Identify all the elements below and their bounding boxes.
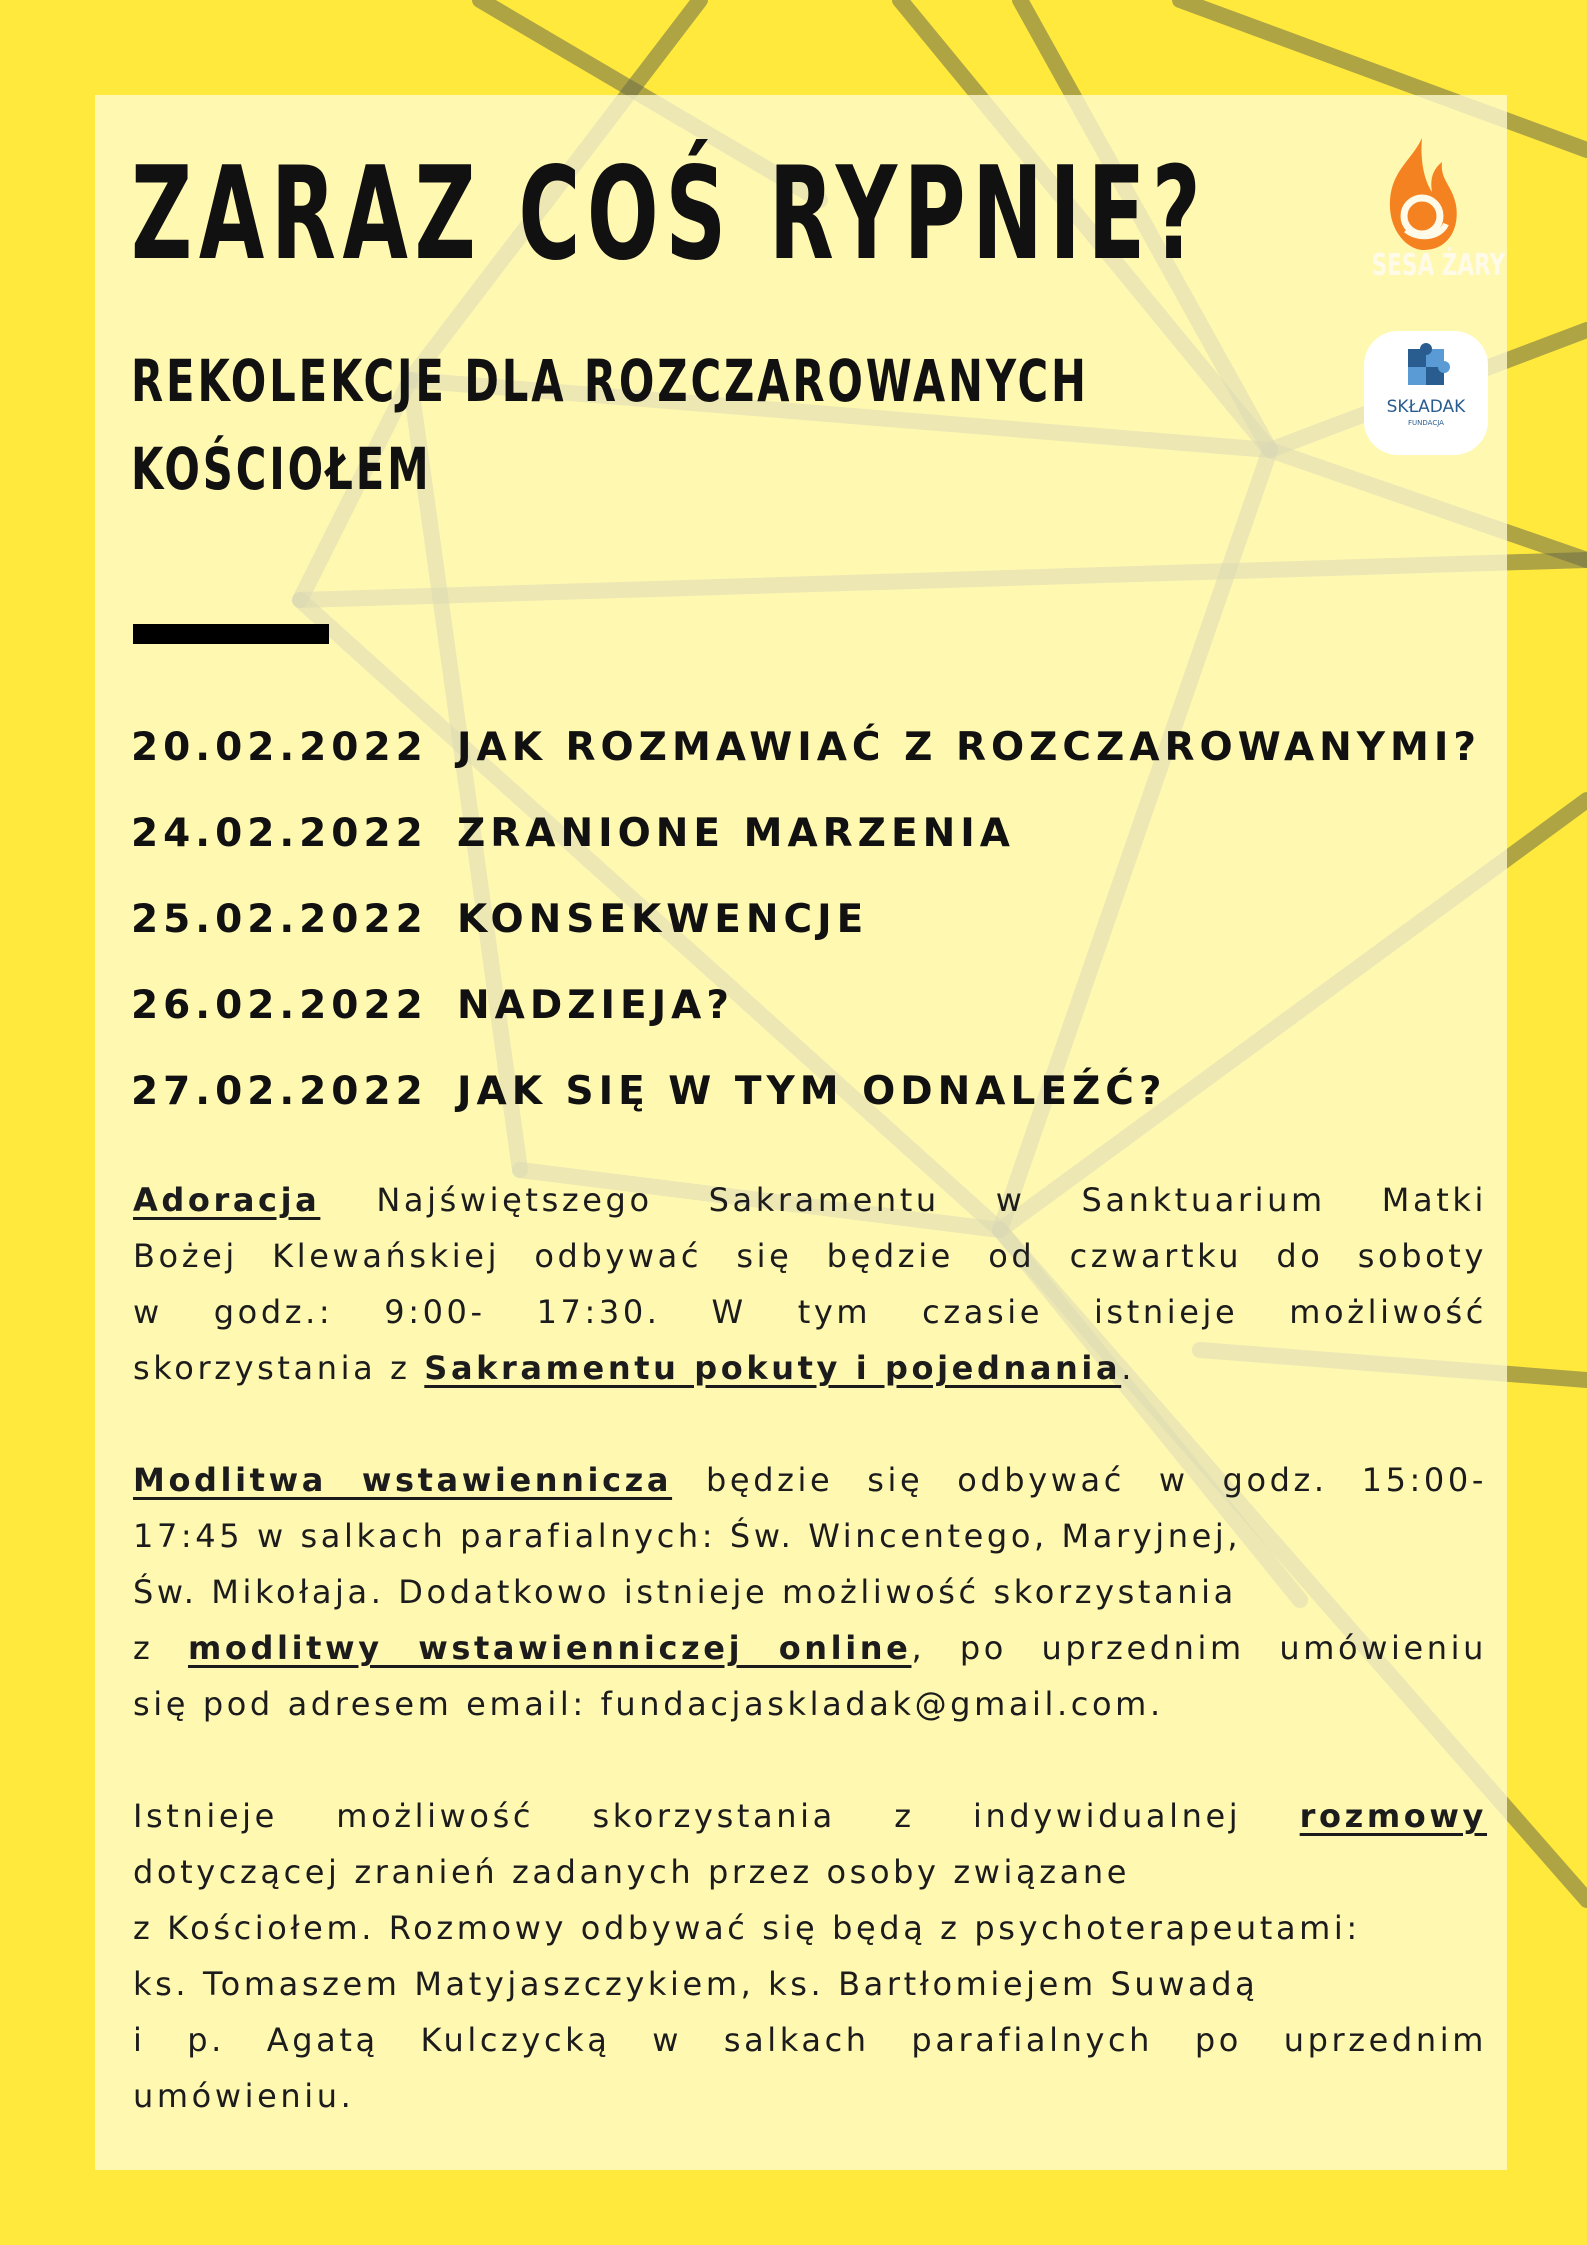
adoracja-paragraph: [133, 1172, 1487, 1396]
modlitwa-text: będzie się odbywać w godz. 15:00-: [706, 1461, 1487, 1499]
adoracja-text: skorzystania z: [133, 1349, 411, 1387]
modlitwa-text: 17:45 w salkach parafialnych: Św. Wincentego, Maryjnej,: [133, 1517, 1242, 1555]
flame-icon: [1352, 130, 1492, 260]
schedule-item: [131, 897, 1481, 983]
divider-bar: [133, 624, 329, 644]
rozmowy-text: Istnieje możliwość skorzystania z indywidualnej: [133, 1797, 1242, 1835]
adoracja-text: Najświętszego Sakramentu w Sanktuarium Matki: [376, 1181, 1487, 1219]
modlitwa-text: z: [133, 1629, 154, 1667]
adoracja-text: .: [1121, 1349, 1135, 1387]
schedule-topic: JAK ROZMAWIAĆ Z ROZCZAROWANYMI?: [457, 725, 1481, 770]
schedule-date: 24.02.2022: [131, 811, 428, 856]
subtitle-line-1: REKOLEKCJE DLA ROZCZAROWANYCH: [131, 347, 1089, 415]
rozmowy-text: umówieniu.: [133, 2077, 355, 2115]
modlitwa-text: , po uprzednim umówieniu: [911, 1629, 1487, 1667]
subtitle-line-2: KOŚCIOŁEM: [131, 435, 432, 503]
schedule-list: [131, 725, 1481, 1155]
rozmowy-text: dotyczącej zranień zadanych przez osoby związane: [133, 1853, 1131, 1891]
schedule-item: [131, 1069, 1481, 1155]
schedule-topic: ZRANIONE MARZENIA: [457, 811, 1015, 856]
rozmowy-text: i p. Agatą Kulczycką w salkach parafialnych po uprzednim: [133, 2021, 1487, 2059]
schedule-topic: JAK SIĘ W TYM ODNALEŹĆ?: [457, 1069, 1167, 1114]
schedule-date: 25.02.2022: [131, 897, 428, 942]
modlitwa-text: Św. Mikołaja. Dodatkowo istnieje możliwość skorzystania: [133, 1573, 1237, 1611]
rozmowy-link[interactable]: rozmowy: [1299, 1797, 1488, 1835]
schedule-date: 20.02.2022: [131, 725, 428, 770]
skladak-logo-label: SKŁADAK: [1386, 397, 1466, 417]
adoracja-link[interactable]: Adoracja: [133, 1181, 321, 1219]
schedule-topic: KONSEKWENCJE: [457, 897, 869, 942]
modlitwa-link[interactable]: Modlitwa wstawiennicza: [133, 1461, 673, 1499]
puzzle-icon: [1364, 339, 1488, 399]
adoracja-text: Bożej Klewańskiej odbywać się będzie od czwartku do soboty: [133, 1237, 1487, 1275]
modlitwa-paragraph: [133, 1452, 1487, 1732]
schedule-item: [131, 811, 1481, 897]
schedule-date: 26.02.2022: [131, 983, 428, 1028]
rozmowy-text: ks. Tomaszem Matyjaszczykiem, ks. Bartłomiejem Suwadą: [133, 1965, 1259, 2003]
subtitle: [131, 337, 1089, 513]
rozmowy-paragraph: [133, 1788, 1487, 2124]
skladak-logo: [1364, 331, 1488, 455]
modlitwa-online-link[interactable]: modlitwy wstawienniczej online: [187, 1629, 912, 1667]
sesa-logo: [1352, 130, 1506, 290]
sesa-logo-label: SESA ŻARY: [1371, 248, 1506, 283]
sakrament-pokuty-link[interactable]: Sakramentu pokuty i pojednania: [424, 1349, 1122, 1387]
rozmowy-text: z Kościołem. Rozmowy odbywać się będą z psychoterapeutami:: [133, 1909, 1361, 1947]
schedule-item: [131, 725, 1481, 811]
schedule-date: 27.02.2022: [131, 1069, 428, 1114]
email-text: się pod adresem email: fundacjaskladak@gmail.com.: [133, 1685, 1164, 1723]
page-title: ZARAZ COŚ RYPNIE?: [131, 140, 1208, 289]
skladak-logo-sublabel: FUNDACJA: [1408, 419, 1444, 427]
schedule-item: [131, 983, 1481, 1069]
schedule-topic: NADZIEJA?: [457, 983, 734, 1028]
adoracja-text: w godz.: 9:00- 17:30. W tym czasie istnieje możliwość: [133, 1293, 1487, 1331]
